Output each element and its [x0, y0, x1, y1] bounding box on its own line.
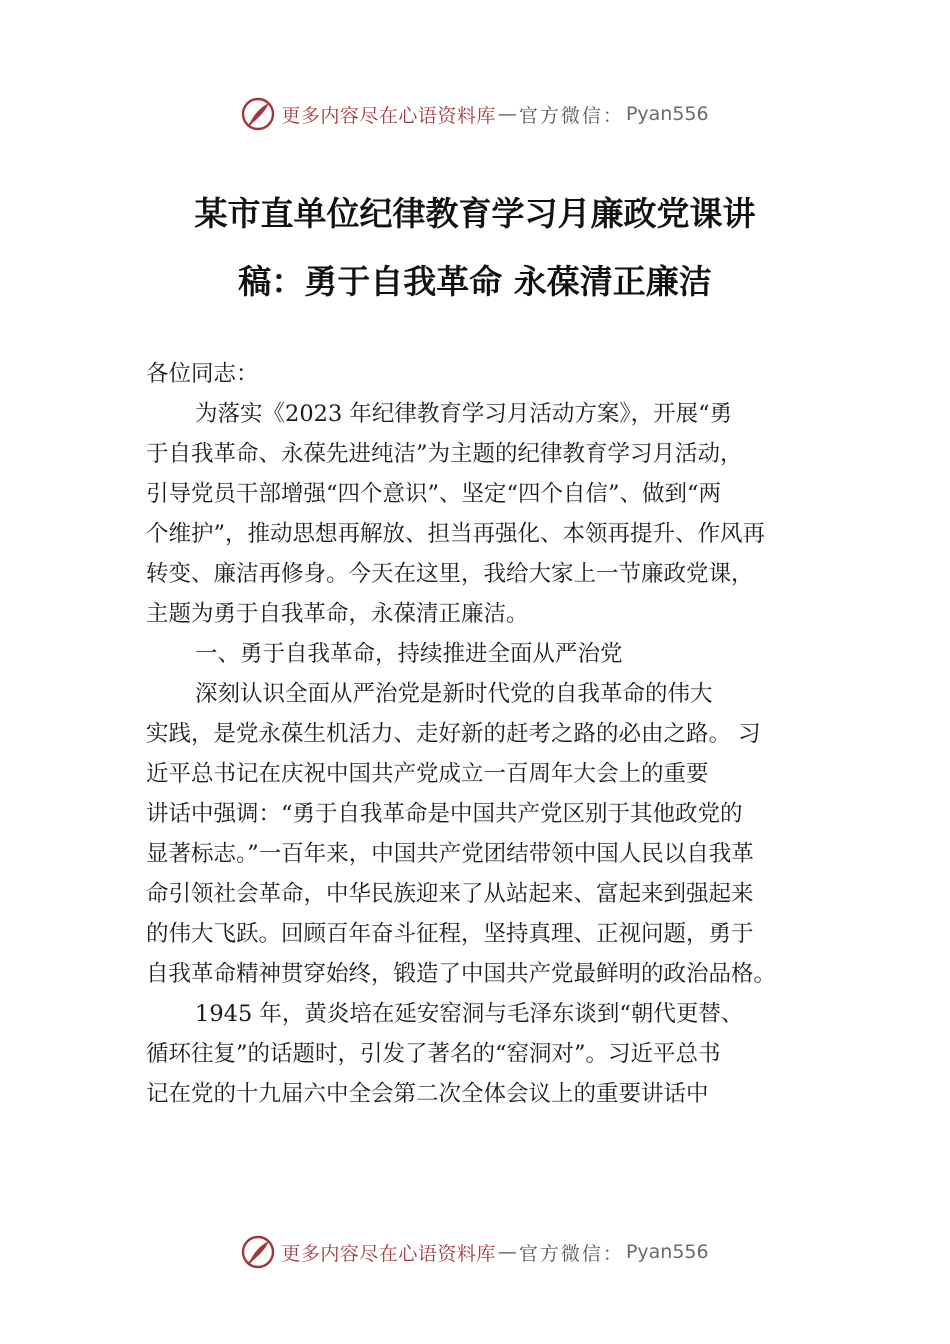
banner-wechat-label: 官方微信： [518, 1242, 624, 1265]
body-line: 主题为勇于自我革命，永葆清正廉洁。 [146, 601, 529, 627]
header-watermark-banner [0, 92, 950, 136]
banner-wechat-label: 官方微信： [518, 104, 624, 127]
body-line: 近平总书记在庆祝中国共产党成立一百周年大会上的重要 [146, 761, 709, 787]
body-line: 于自我革命、永葆先进纯洁”为主题的纪律教育学习月活动， [146, 441, 743, 467]
body-line: 引导党员干部增强“四个意识”、坚定“四个自信”、做到“两 [146, 481, 722, 507]
body-line: 自我革命精神贯穿始终，锻造了中国共产党最鲜明的政治品格。 [146, 961, 777, 987]
document-title-line-2: 稿：勇于自我革命 永葆清正廉洁 [238, 262, 712, 301]
body-line: 深刻认识全面从严治党是新时代党的自我革命的伟大 [195, 681, 713, 707]
body-line: 显著标志。”一百年来，中国共产党团结带领中国人民以自我革 [146, 841, 754, 867]
body-line: 循环往复”的话题时，引发了著名的“窑洞对”。习近平总书 [146, 1041, 721, 1067]
body-line: 个维护”，推动思想再解放、担当再强化、本领再提升、作风再 [146, 521, 766, 547]
body-line: 讲话中强调：“勇于自我革命是中国共产党区别于其他政党的 [146, 801, 743, 827]
body-line: 记在党的十九届六中全会第二次全体会议上的重要讲话中 [146, 1081, 709, 1107]
banner-wechat-id: Pyan556 [625, 1241, 709, 1263]
body-line: 转变、廉洁再修身。今天在这里，我给大家上一节廉政党课， [146, 561, 754, 587]
body-line: 的伟大飞跃。回顾百年奋斗征程，坚持真理、正视问题，勇于 [146, 921, 754, 947]
document-title-line-1: 某市直单位纪律教育学习月廉政党课讲 [194, 194, 756, 233]
banner-wechat-id: Pyan556 [625, 103, 709, 125]
body-line: 命引领社会革命，中华民族迎来了从站起来、富起来到强起来 [146, 881, 754, 907]
body-line: 为落实《2023 年纪律教育学习月活动方案》，开展“勇 [195, 401, 733, 427]
section-heading: 一、勇于自我革命，持续推进全面从严治党 [195, 641, 623, 667]
quill-logo-icon [241, 1235, 275, 1269]
banner-text: 更多内容尽在心语资料库 [281, 104, 496, 127]
banner-text: 更多内容尽在心语资料库 [281, 1242, 496, 1265]
banner-dash: — [497, 103, 517, 125]
body-line: 实践，是党永葆生机活力、走好新的赶考之路的必由之路。 习 [146, 721, 761, 747]
banner-dash: — [497, 1241, 517, 1263]
quill-logo-icon [241, 97, 275, 131]
document-body [146, 354, 836, 1114]
body-line: 各位同志： [146, 361, 259, 387]
footer-watermark-banner [0, 1230, 950, 1274]
body-line: 1945 年，黄炎培在延安窑洞与毛泽东谈到“朝代更替、 [195, 1001, 744, 1027]
